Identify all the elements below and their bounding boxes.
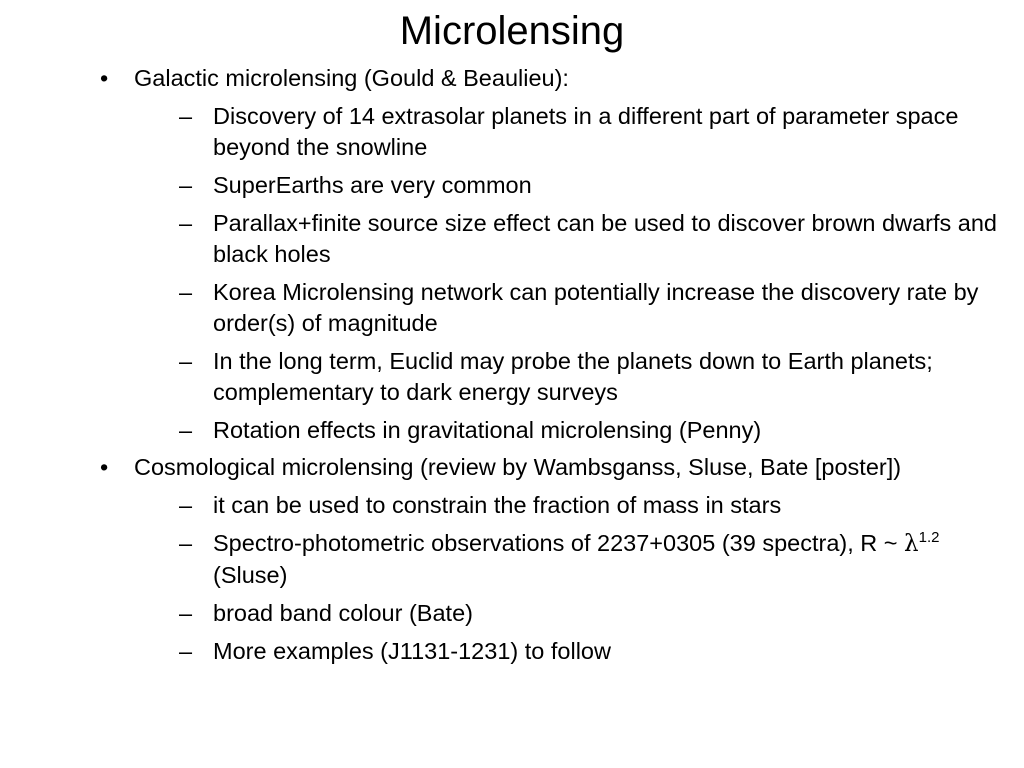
sub-item <box>179 277 1000 339</box>
bullet-list <box>100 63 1000 673</box>
sub-item-text: Discovery of 14 extrasolar planets in a different part of parameter space beyond the snowline <box>213 103 959 160</box>
sub-item <box>179 490 1000 521</box>
sub-item <box>179 101 1000 163</box>
dash-glyph: – <box>179 210 193 236</box>
bullet-glyph: • <box>100 454 109 480</box>
sub-item-text: it can be used to constrain the fraction of mass in stars <box>213 492 782 518</box>
bullet-cosmological-microlensing <box>100 452 1000 667</box>
sub-item <box>179 170 1000 201</box>
sub-item-text: More examples (J1131-1231) to follow <box>213 638 611 664</box>
sub-item-text: Rotation effects in gravitational microlensing (Penny) <box>213 417 762 443</box>
bullet-galactic-microlensing <box>100 63 1000 446</box>
dash-glyph: – <box>179 638 193 664</box>
slide-title: Microlensing <box>399 9 625 53</box>
bullet-heading: Galactic microlensing (Gould & Beaulieu): <box>134 65 569 91</box>
bullet-glyph: • <box>100 65 109 91</box>
dash-glyph: – <box>179 492 193 518</box>
lambda-symbol: λ <box>904 531 919 557</box>
sub-item <box>179 636 1000 667</box>
sub-list <box>134 490 1000 667</box>
sub-item-text: In the long term, Euclid may probe the planets down to Earth planets; complementary to dark energy surveys <box>213 348 933 405</box>
dash-glyph: – <box>179 417 193 443</box>
dash-glyph: – <box>179 348 193 374</box>
exponent: 1.2 <box>918 529 940 546</box>
dash-glyph: – <box>179 600 193 626</box>
sub-item-text-before: Spectro-photometric observations of 2237+0305 (39 spectra), R ~ <box>213 530 905 556</box>
dash-glyph: – <box>179 279 193 305</box>
sub-list <box>134 101 1000 446</box>
sub-item-text: SuperEarths are very common <box>213 172 532 198</box>
sub-item <box>179 208 1000 270</box>
sub-item <box>179 528 1000 591</box>
dash-glyph: – <box>179 103 193 129</box>
dash-glyph: – <box>179 172 193 198</box>
sub-item-text: Parallax+finite source size effect can be used to discover brown dwarfs and black holes <box>213 210 997 267</box>
sub-item-text: broad band colour (Bate) <box>213 600 473 626</box>
sub-item <box>179 346 1000 408</box>
sub-item <box>179 415 1000 446</box>
sub-item-text: Korea Microlensing network can potentially increase the discovery rate by order(s) of magnitude <box>213 279 979 336</box>
sub-item <box>179 598 1000 629</box>
bullet-heading: Cosmological microlensing (review by Wambsganss, Sluse, Bate [poster]) <box>134 454 902 480</box>
dash-glyph: – <box>179 530 193 556</box>
sub-item-text-after: (Sluse) <box>213 562 288 588</box>
